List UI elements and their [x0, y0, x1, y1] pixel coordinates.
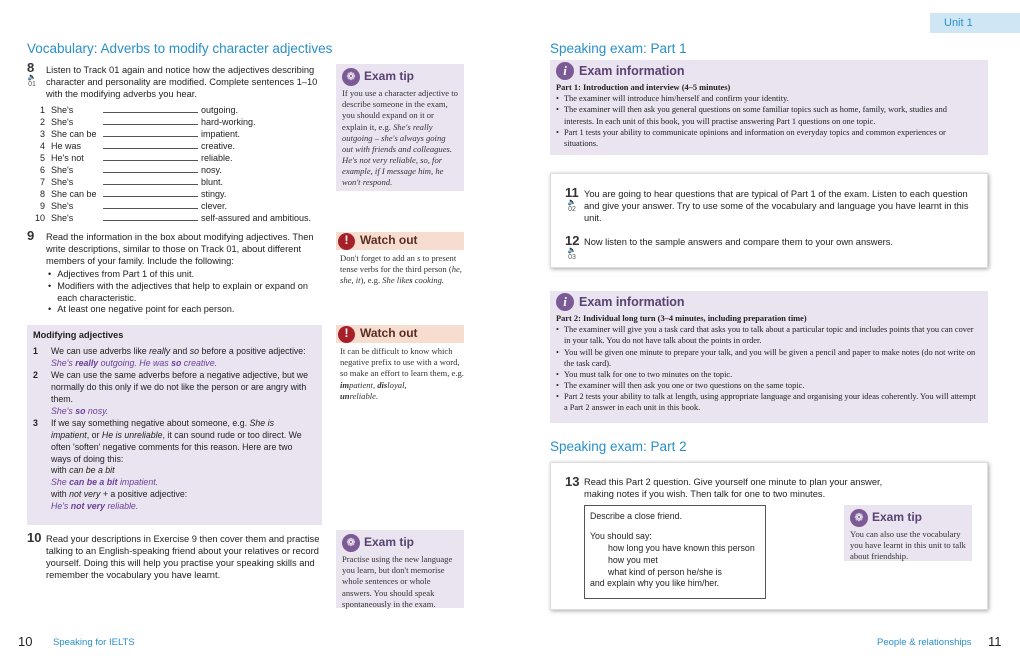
- exam-tip-box-3: ❁ Exam tip You can also use the vocabulary you have learnt in this unit to talk about friendship.: [844, 505, 972, 561]
- exercise-card-11-12: [550, 173, 988, 268]
- info-icon: i: [556, 293, 574, 311]
- speaker-icon: 🔈: [567, 199, 577, 206]
- info-title: Exam information: [579, 63, 685, 78]
- list-item: • The examiner will introduce him/herself and confirm your identity.: [556, 94, 789, 104]
- exercise-13-instruction: Read this Part 2 question. Give yourself one minute to plan your answer, making notes if you wish. Then talk for one to two minutes.: [584, 477, 883, 500]
- audio-track-01[interactable]: [27, 74, 37, 88]
- page-number-right: 11: [988, 634, 1002, 649]
- list-item: • The examiner will then ask you one or two questions on the same topic.: [556, 381, 805, 391]
- exercise-row: 2 She's hard-working.: [39, 117, 256, 127]
- exam-tip-icon: ❁: [342, 68, 360, 86]
- watch-title: Watch out: [360, 233, 418, 248]
- list-item: • Modifiers with the adjectives that help to explain or expand on each characteristic.: [48, 280, 308, 303]
- exercise-row: 7 She's blunt.: [39, 177, 224, 187]
- vocabulary-heading: Vocabulary: Adverbs to modify character adjectives: [27, 41, 333, 56]
- speaker-icon: 🔈: [27, 74, 37, 81]
- answer-blank[interactable]: [103, 212, 198, 221]
- page-number-left: 10: [18, 634, 33, 649]
- tip-title: Exam tip: [364, 69, 415, 84]
- list-item: • The examiner will then ask you general questions on some familiar topics such as home, family, work, studies and interests. In each unit of this book, you will practise answering Part 1 questions on one topic.: [556, 105, 947, 126]
- exam-tip-box-2: ❁ Exam tip Practise using the new language you learn, but don't memorise whole sentences or whole answers. You should speak spontaneously in the exam.: [336, 530, 464, 608]
- list-item: how you met: [608, 554, 658, 565]
- answer-blank[interactable]: [103, 128, 198, 137]
- exercise-card-13: [550, 462, 988, 610]
- speaking-part2-heading: Speaking exam: Part 2: [550, 439, 687, 454]
- answer-blank[interactable]: [103, 188, 198, 197]
- exercise-row: 1 She's outgoing.: [39, 105, 239, 115]
- answer-blank[interactable]: [103, 104, 198, 113]
- exercise-8-instruction: Listen to Track 01 again and notice how the adjectives describing character and personality are modified. Complete sentences 1–10 with the modifying adverbs you hear.: [46, 65, 318, 100]
- tip-title: Exam tip: [364, 535, 415, 550]
- exam-information-box-2: i Exam information Part 2: Individual long turn (3–4 minutes, including preparation time) • The examiner will give you a task card that asks you to talk about a particular topic and includes points that you can cover in your talk. You do not have talk about the points in order. • You will be given one minute to prepare your talk, and you will be given a pencil and paper to make notes (do not write on the task card). • You must talk for one to two minutes on the topic. • The examiner will then ask you one or two questions on the same topic. • Part 2 tests your ability to talk at length, using appropriate language and organising your ideas coherently. You will attempt a Part 2 answer in each unit in this book.: [550, 291, 988, 423]
- footer-title-left: Speaking for IELTS: [53, 637, 135, 648]
- answer-blank[interactable]: [103, 164, 198, 173]
- exercise-10-instruction: Read your descriptions in Exercise 9 then cover them and practise talking to an English-speaking friend about your relatives or record yourself. Doing this will help you practise your speaking skills and remember the vocabulary you have learnt.: [46, 534, 320, 581]
- exam-tip-box: ❁ Exam tip If you use a character adjective to describe someone in the exam, you should expand on it or explain it, e.g. She's really outgoing – she's always going out with friends and colleagues. He's not very reliable, so, for example, if I message him, he won't respond.: [336, 64, 464, 191]
- list-item: • Part 1 tests your ability to communicate opinions and information on everyday topics and common experiences or situations.: [556, 127, 946, 148]
- exercise-8-list: [33, 104, 311, 224]
- exercise-11-instruction: You are going to hear questions that are typical of Part 1 of the exam. Listen to each question and give your answer. Try to use some of the vocabulary and language you have learnt in this unit.: [584, 189, 969, 224]
- answer-blank[interactable]: [103, 176, 198, 185]
- answer-blank[interactable]: [103, 152, 198, 161]
- answer-blank[interactable]: [103, 200, 198, 209]
- warning-icon: !: [338, 233, 355, 250]
- exercise-row: 10 She's self-assured and ambitious.: [34, 213, 312, 223]
- speaking-part1-heading: Speaking exam: Part 1: [550, 41, 687, 56]
- exercise-12-number: 12: [565, 233, 580, 248]
- audio-track-02[interactable]: 🔈 02: [567, 199, 577, 213]
- exercise-9-bullets: [48, 269, 324, 316]
- exercise-10-number: 10: [27, 530, 42, 545]
- task-card: Describe a close friend. You should say: how long you have known this person how you met what kind of person he/she is and explain why you like him/her.: [584, 505, 766, 599]
- footer-title-right: People & relationships: [877, 637, 972, 648]
- list-item: • At least one negative point for each person.: [48, 304, 235, 315]
- unit-tab: Unit 1: [930, 13, 1020, 33]
- watch-out-box-2: ! Watch out It can be difficult to know which negative prefix to use with a word, so make an effort to learn them, e.g. impatient, disloyal, unreliable.: [336, 325, 464, 402]
- exercise-13-number: 13: [565, 474, 580, 489]
- list-item: • Adjectives from Part 1 of this unit.: [48, 269, 195, 279]
- exercise-9-number: 9: [27, 228, 35, 243]
- list-item: how long you have known this person: [608, 542, 755, 553]
- answer-blank[interactable]: [103, 140, 198, 149]
- watch-title: Watch out: [360, 326, 418, 341]
- exercise-row: 3 She can be impatient.: [39, 129, 241, 139]
- exercise-row: 6 She's nosy.: [39, 165, 222, 175]
- list-item: • The examiner will give you a task card that asks you to talk about a particular topic and includes points that you can cover in your talk. You do not have talk about the points in order.: [556, 325, 974, 346]
- exercise-11-number: 11: [565, 185, 579, 200]
- box-title: Modifying adjectives: [33, 330, 124, 340]
- watch-out-box: ! Watch out Don't forget to add an s to present tense verbs for the third person (he, she, it), e.g. She likes cooking.: [336, 232, 464, 287]
- list-item: • You must talk for one to two minutes on the topic.: [556, 369, 733, 379]
- exercise-9-instruction: Read the information in the box about modifying adjectives. Then write descriptions, similar to those on Track 01, about different members of your family. Include the following:: [46, 232, 314, 267]
- modifying-adjectives-box: Modifying adjectives 1 We can use adverbs like really and so before a positive adjective: She's really outgoing. He was so creative. 2 We can use the same adverbs before a negative adjective, but we normally do this only if we do not like the person or are angry with them. She's so nosy. 3 If we say something negative about someone, e.g. She is impatient, or He is unreliable, it can sound rude or too direct. We often 'soften' negative comments for this reason. Here are two ways of doing this: with can be a bit She can be a bit impatient. with not very + a positive adjective: He's not very reliable.: [27, 325, 322, 525]
- exam-information-box-1: i Exam information Part 1: Introduction and interview (4–5 minutes) • The examiner will introduce him/herself and confirm your identity. • The examiner will then ask you general questions on some familiar topics such as home, family, work, studies and interests. In each unit of this book, you will practise answering Part 1 questions on one topic. • Part 1 tests your ability to communicate opinions and information on everyday topics and common experiences or situations.: [550, 60, 988, 155]
- warning-icon: !: [338, 326, 355, 343]
- exercise-12-instruction: Now listen to the sample answers and compare them to your own answers.: [584, 237, 894, 247]
- list-item: what kind of person he/she is: [608, 566, 722, 577]
- exercise-row: 5 He's not reliable.: [39, 153, 233, 163]
- exam-tip-icon: ❁: [342, 534, 360, 552]
- info-title: Exam information: [579, 294, 685, 309]
- list-item: • Part 2 tests your ability to talk at length, using appropriate language and organising your ideas coherently. You will attempt a Part 2 answer in each unit in this book.: [556, 392, 976, 413]
- exam-tip-icon: ❁: [850, 509, 868, 527]
- exercise-row: 9 She's clever.: [39, 201, 228, 211]
- exercise-8-number: 8: [27, 60, 35, 75]
- exercise-row: 4 He was creative.: [39, 141, 236, 151]
- answer-blank[interactable]: [103, 116, 198, 125]
- task-card-title: Describe a close friend.: [590, 511, 682, 521]
- speaker-icon: 🔈: [567, 247, 577, 254]
- exercise-row: 8 She can be stingy.: [39, 189, 227, 199]
- tip-title: Exam tip: [872, 510, 923, 525]
- audio-track-03[interactable]: 🔈 03: [567, 247, 577, 261]
- list-item: • You will be given one minute to prepare your talk, and you will be given a pencil and paper to make notes (do not write on the task card).: [556, 347, 976, 368]
- track-number: 01: [28, 81, 36, 88]
- info-icon: i: [556, 62, 574, 80]
